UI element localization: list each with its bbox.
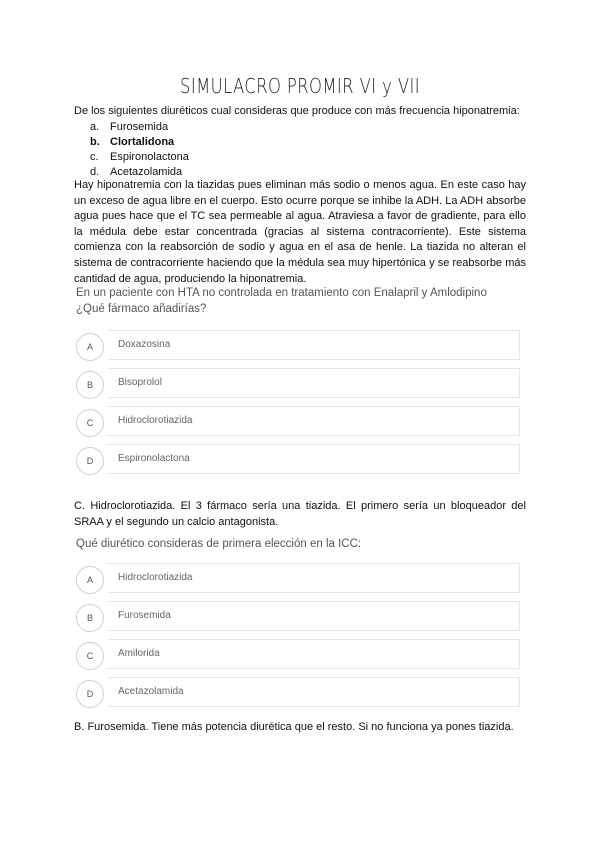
- option-letter-badge: A: [76, 333, 104, 361]
- question-2-option-a[interactable]: [74, 330, 520, 360]
- question-1-text: De los siguientes diuréticos cual consideras que produce con más frecuencia hiponatremia:: [74, 105, 520, 117]
- question-2-answer: C. Hidroclorotiazida. El 3 fármaco sería una tiazida. El primero sería un bloqueador del SRAA y el segundo un calcio antagonista.: [74, 500, 526, 528]
- question-2-option-d[interactable]: [74, 444, 520, 474]
- question-1-option-a: a. Furosemida: [90, 121, 169, 133]
- option-text: Hidroclorotiazida: [118, 415, 193, 426]
- option-letter-badge: A: [76, 566, 104, 594]
- question-1-option-b: b. Clortalidona: [90, 136, 175, 148]
- option-text: Bisoprolol: [118, 377, 162, 388]
- question-3-text: Qué diurético consideras de primera elección en la ICC:: [76, 538, 362, 550]
- question-2-line-2: ¿Qué fármaco añadirías?: [76, 303, 207, 315]
- question-3-option-a[interactable]: [74, 563, 520, 593]
- option-box: [108, 639, 520, 669]
- question-3-option-d[interactable]: [74, 677, 520, 707]
- question-1-options: [90, 120, 189, 180]
- option-text: Furosemida: [118, 610, 171, 621]
- question-2-option-c[interactable]: [74, 406, 520, 436]
- option-text: Espironolactona: [118, 453, 190, 464]
- question-3-option-b[interactable]: [74, 601, 520, 631]
- option-letter-badge: B: [76, 371, 104, 399]
- option-letter-badge: B: [76, 604, 104, 632]
- question-3-option-c[interactable]: [74, 639, 520, 669]
- question-1-explanation: Hay hiponatremia con la tiazidas pues eliminan más sodio o menos agua. En este caso hay un exceso de agua libre en el cuerpo. Esto ocurre porque se inhibe la ADH. La ADH absorbe agua pues hace que el TC sea permeable al agua. Atraviesa a favor de gradiente, para ello la médula debe estar concentrada (gracias al sistema contracorriente). Este sistema comienza con la reabsorción de sodio y agua en el asa de henle. La tiazida no alteran el sistema de contracorriente haciendo que la médula sea muy hipertónica y se reabsorbe más cantidad de agua, produciendo la hiponatremia.: [74, 179, 526, 285]
- question-1-option-c: c. Espironolactona: [90, 151, 189, 163]
- option-box: [108, 368, 520, 398]
- question-3-answer: B. Furosemida. Tiene más potencia diurética que el resto. Si no funciona ya pones tiazida.: [74, 721, 514, 733]
- option-letter-badge: D: [76, 680, 104, 708]
- option-letter-badge: C: [76, 409, 104, 437]
- question-2-line-1: En un paciente con HTA no controlada en tratamiento con Enalapril y Amlodipino: [76, 287, 487, 299]
- option-text: Hidroclorotiazida: [118, 572, 193, 583]
- option-text: Amilorida: [118, 648, 160, 659]
- option-letter-badge: D: [76, 447, 104, 475]
- page-title: SIMULACRO PROMIR VI y VII: [180, 74, 420, 98]
- option-letter-badge: C: [76, 642, 104, 670]
- question-2-option-b[interactable]: [74, 368, 520, 398]
- question-1-option-d: d. Acetazolamida: [90, 166, 183, 178]
- option-text: Acetazolamida: [118, 686, 184, 697]
- option-text: Doxazosina: [118, 339, 171, 350]
